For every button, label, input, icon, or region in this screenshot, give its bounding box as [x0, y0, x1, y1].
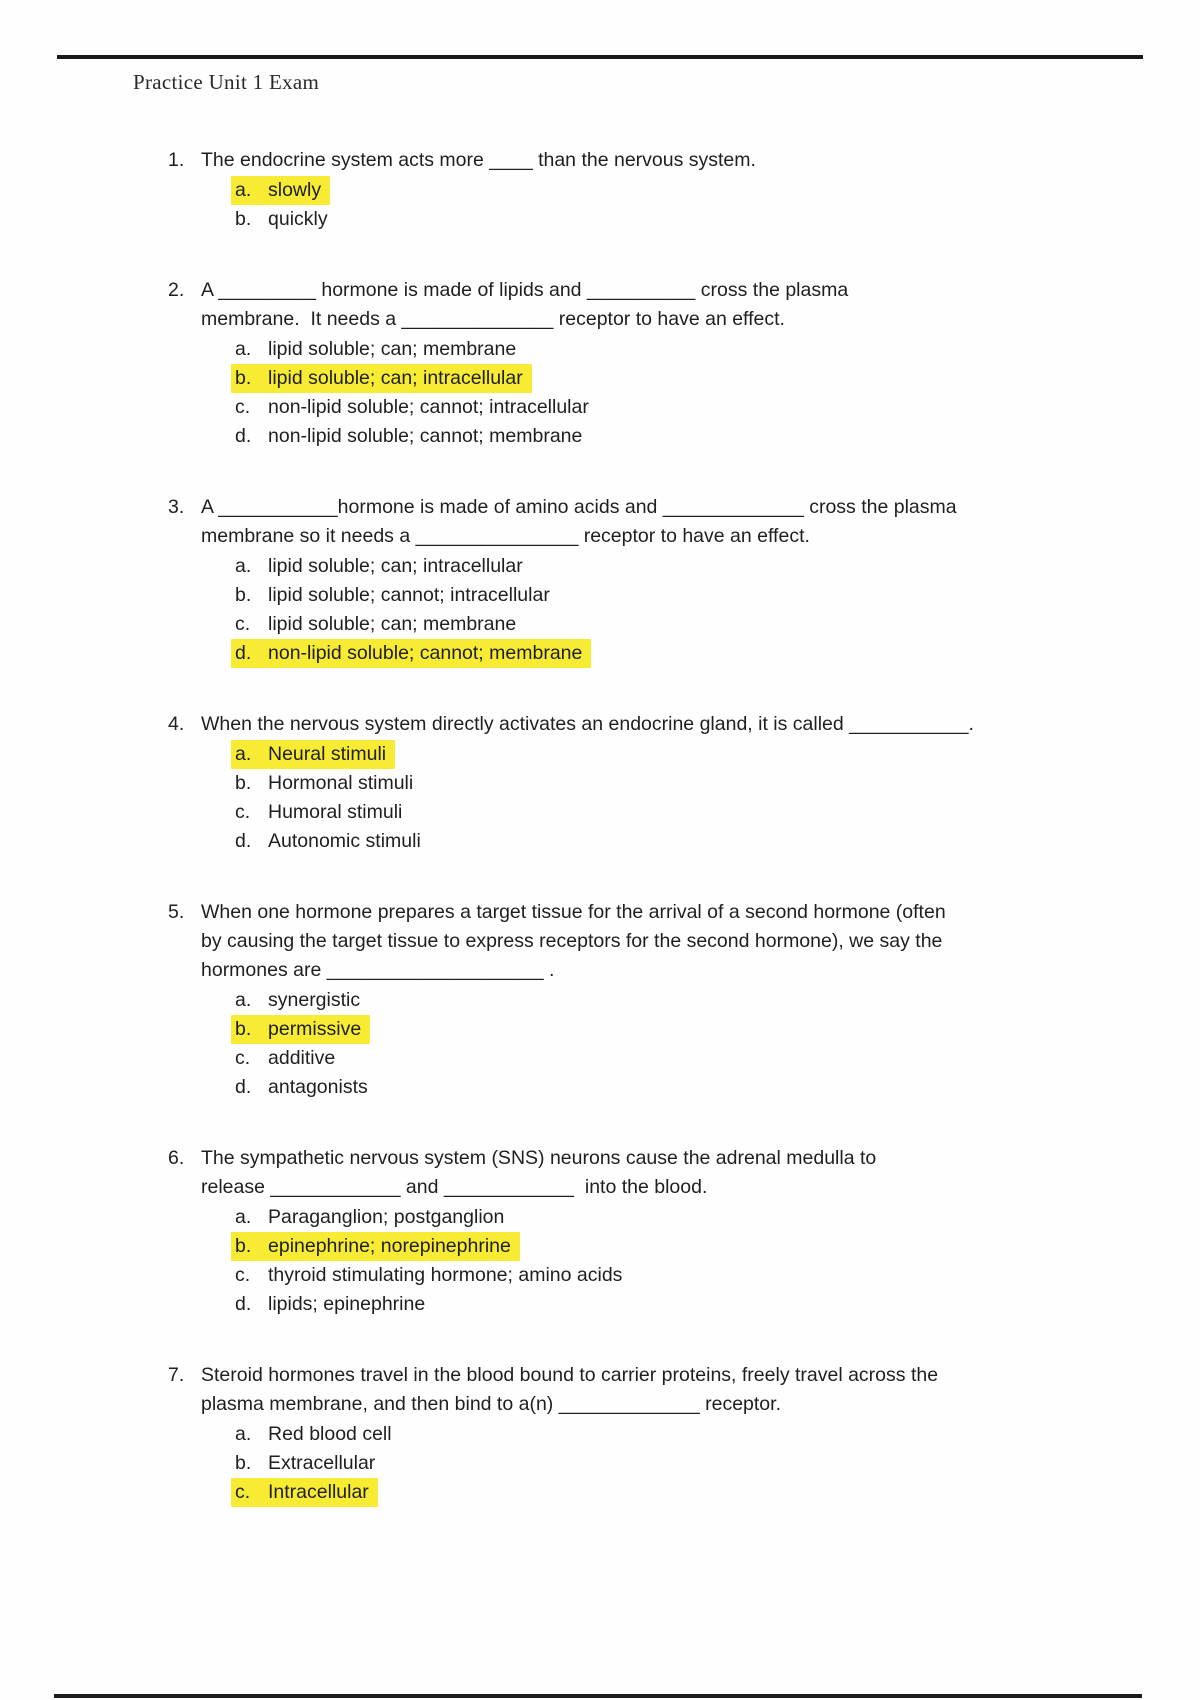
choice-letter: d. [235, 425, 252, 447]
choice-text: Humoral stimuli [268, 801, 403, 823]
question-head [168, 493, 1128, 551]
question-number: 2. [168, 279, 185, 301]
choice [231, 1203, 513, 1232]
choice-text: non-lipid soluble; cannot; intracellular [268, 396, 589, 418]
choice [231, 986, 369, 1015]
question-text [201, 898, 1128, 985]
question-text-line: membrane. It needs a ______________ receptor to have an effect. [201, 308, 785, 330]
choice-letter: d. [235, 1076, 252, 1098]
question-text [201, 493, 1128, 551]
question-text-line: hormones are ____________________ . [201, 959, 555, 981]
choice-letter: b. [235, 1235, 252, 1257]
question [168, 276, 1128, 451]
question-head [168, 1144, 1128, 1202]
question-head [168, 146, 1128, 175]
choice-row [235, 1449, 1128, 1478]
choice-letter: a. [235, 1206, 252, 1228]
choice-row [235, 1478, 1128, 1507]
choice-row [235, 610, 1128, 639]
question-text [201, 276, 1128, 334]
choice-row [235, 1015, 1128, 1044]
choice-letter: c. [235, 613, 251, 635]
choice-row [235, 639, 1128, 668]
question-text-line: plasma membrane, and then bind to a(n) _____________ receptor. [201, 1393, 781, 1415]
choice-text: epinephrine; norepinephrine [268, 1235, 511, 1257]
question-head [168, 898, 1128, 985]
choice [231, 1290, 434, 1319]
question-number: 5. [168, 901, 185, 923]
choices-list [235, 740, 1128, 856]
choice-row [235, 1261, 1128, 1290]
question [168, 146, 1128, 234]
question-number: 7. [168, 1364, 185, 1386]
choice-letter: b. [235, 208, 252, 230]
choices-list [235, 1203, 1128, 1319]
choice-row [235, 393, 1128, 422]
choice [231, 1261, 631, 1290]
choice-letter: d. [235, 1293, 252, 1315]
choice-row [235, 422, 1128, 451]
question-head [168, 1361, 1128, 1419]
choice [231, 1449, 384, 1478]
choice-text: quickly [268, 208, 328, 230]
choice-letter: c. [235, 1047, 251, 1069]
choice-highlighted [231, 639, 591, 668]
choice-letter: d. [235, 830, 252, 852]
question-text-line: When the nervous system directly activates an endocrine gland, it is called ___________. [201, 713, 974, 735]
choice-highlighted [231, 740, 395, 769]
choice [231, 335, 525, 364]
page-title: Practice Unit 1 Exam [133, 70, 320, 94]
question-text-line: A ___________hormone is made of amino acids and _____________ cross the plasma [201, 496, 957, 518]
choice-text: thyroid stimulating hormone; amino acids [268, 1264, 623, 1286]
question-number: 4. [168, 713, 185, 735]
question-text-line: When one hormone prepares a target tissue for the arrival of a second hormone (often [201, 901, 946, 923]
choice-text: lipid soluble; can; membrane [268, 338, 517, 360]
question-head [168, 710, 1128, 739]
choice-letter: a. [235, 989, 252, 1011]
choice-highlighted [231, 1015, 370, 1044]
choice-text: lipid soluble; can; intracellular [268, 367, 523, 389]
choice-highlighted [231, 1232, 520, 1261]
choices-list [235, 552, 1128, 668]
choices-list [235, 176, 1128, 234]
question-text [201, 1144, 1128, 1202]
choices-list [235, 1420, 1128, 1507]
questions-list [168, 146, 1128, 1549]
choice-text: Paraganglion; postganglion [268, 1206, 505, 1228]
choice-letter: a. [235, 1423, 252, 1445]
choice-letter: c. [235, 1264, 251, 1286]
choice-text: Red blood cell [268, 1423, 392, 1445]
choice-text: synergistic [268, 989, 361, 1011]
question-text-line: The sympathetic nervous system (SNS) neurons cause the adrenal medulla to [201, 1147, 877, 1169]
choice-row [235, 798, 1128, 827]
choice-highlighted [231, 364, 532, 393]
choice-row [235, 1420, 1128, 1449]
choice-letter: a. [235, 179, 252, 201]
choice-text: lipid soluble; can; membrane [268, 613, 517, 635]
choice-letter: a. [235, 338, 252, 360]
choice-text: antagonists [268, 1076, 368, 1098]
choice-row [235, 205, 1128, 234]
bottom-horizontal-rule [54, 1694, 1142, 1698]
choice [231, 769, 422, 798]
question-text-line: by causing the target tissue to express receptors for the second hormone), we say the [201, 930, 943, 952]
choice-text: Neural stimuli [268, 743, 387, 765]
choice-text: permissive [268, 1018, 362, 1040]
choices-list [235, 335, 1128, 451]
choice-letter: a. [235, 743, 252, 765]
choice-row [235, 1044, 1128, 1073]
choice [231, 1420, 401, 1449]
question [168, 710, 1128, 856]
choice-row [235, 827, 1128, 856]
question [168, 1144, 1128, 1319]
choice-text: Extracellular [268, 1452, 376, 1474]
choice-row [235, 176, 1128, 205]
choice-row [235, 335, 1128, 364]
choice-text: non-lipid soluble; cannot; membrane [268, 642, 583, 664]
choice-letter: b. [235, 1452, 252, 1474]
choice-text: additive [268, 1047, 336, 1069]
question-number: 3. [168, 496, 185, 518]
question [168, 493, 1128, 668]
question [168, 1361, 1128, 1507]
choice [231, 1073, 377, 1102]
choice-text: lipid soluble; cannot; intracellular [268, 584, 550, 606]
choice-row [235, 986, 1128, 1015]
choice-row [235, 581, 1128, 610]
question-text-line: release ____________ and ____________ into the blood. [201, 1176, 708, 1198]
choice-letter: b. [235, 584, 252, 606]
choice-text: Autonomic stimuli [268, 830, 421, 852]
top-horizontal-rule [57, 55, 1143, 59]
choice-letter: c. [235, 1481, 251, 1503]
choice-letter: b. [235, 772, 252, 794]
choice-letter: c. [235, 396, 251, 418]
choice [231, 798, 411, 827]
choices-list [235, 986, 1128, 1102]
choice-row [235, 740, 1128, 769]
choice-text: lipids; epinephrine [268, 1293, 426, 1315]
question-number: 1. [168, 149, 185, 171]
question [168, 898, 1128, 1102]
choice [231, 205, 337, 234]
choice-text: slowly [268, 179, 322, 201]
choice-highlighted [231, 176, 330, 205]
question-number: 6. [168, 1147, 185, 1169]
choice-letter: b. [235, 1018, 252, 1040]
choice-letter: a. [235, 555, 252, 577]
question-text-line: membrane so it needs a _______________ receptor to have an effect. [201, 525, 810, 547]
choice [231, 610, 525, 639]
choice-row [235, 364, 1128, 393]
choice-row [235, 552, 1128, 581]
choice-letter: d. [235, 642, 252, 664]
question-head [168, 276, 1128, 334]
choice [231, 827, 430, 856]
choice-text: Intracellular [268, 1481, 369, 1503]
choice-letter: c. [235, 801, 251, 823]
choice-highlighted [231, 1478, 378, 1507]
choice [231, 1044, 344, 1073]
question-text-line: A _________ hormone is made of lipids and __________ cross the plasma [201, 279, 849, 301]
question-text [201, 1361, 1128, 1419]
question-text [201, 146, 1128, 175]
question-text [201, 710, 1128, 739]
choice-text: Hormonal stimuli [268, 772, 414, 794]
choice-row [235, 1232, 1128, 1261]
choice [231, 422, 591, 451]
choice-row [235, 1203, 1128, 1232]
choice-text: non-lipid soluble; cannot; membrane [268, 425, 583, 447]
question-text-line: Steroid hormones travel in the blood bound to carrier proteins, freely travel across the [201, 1364, 939, 1386]
choice-row [235, 1290, 1128, 1319]
choice-row [235, 769, 1128, 798]
choice-text: lipid soluble; can; intracellular [268, 555, 523, 577]
choice [231, 552, 532, 581]
choice [231, 393, 598, 422]
choice-letter: b. [235, 367, 252, 389]
question-text-line: The endocrine system acts more ____ than the nervous system. [201, 149, 756, 171]
choice-row [235, 1073, 1128, 1102]
choice [231, 581, 559, 610]
